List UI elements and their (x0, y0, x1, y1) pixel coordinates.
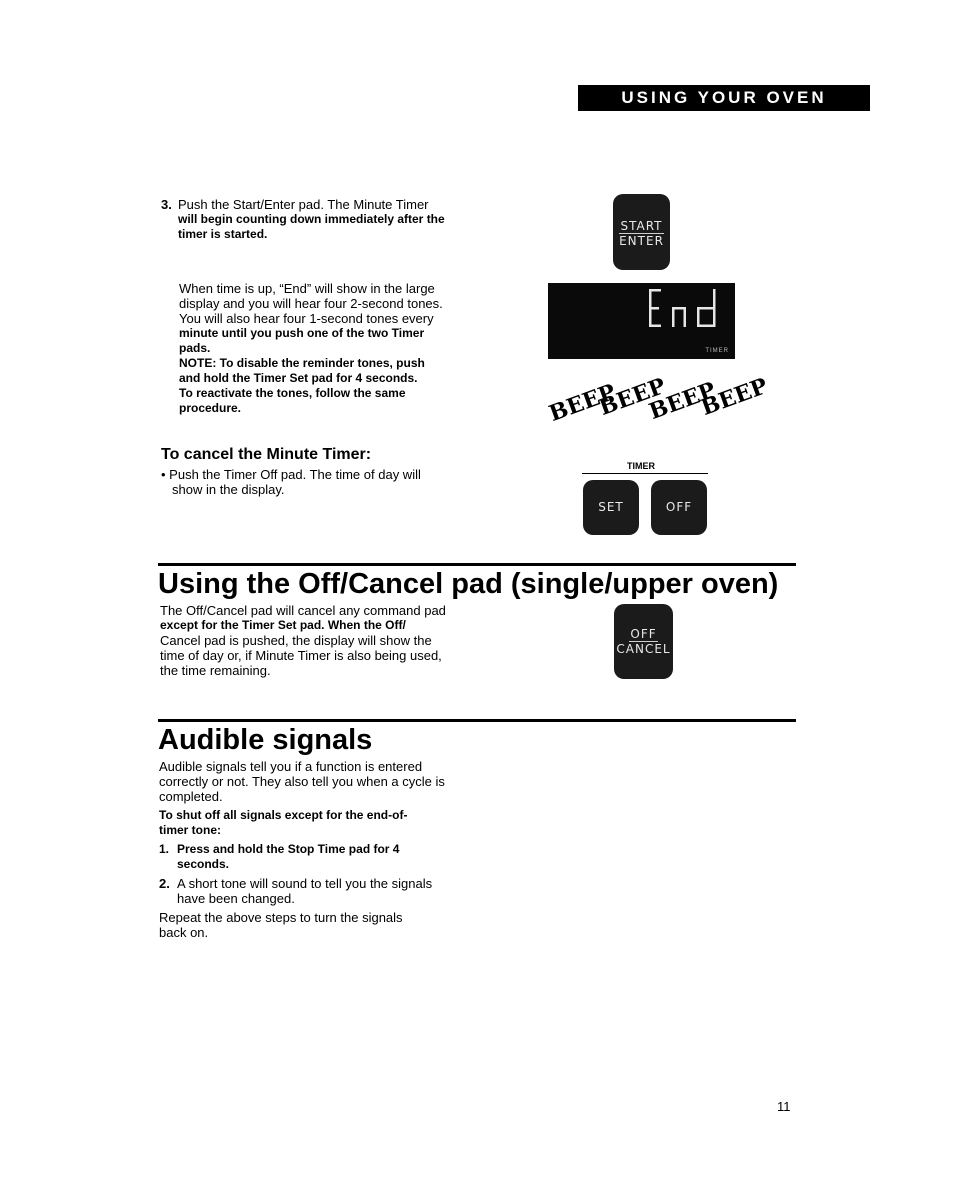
note-line (179, 356, 479, 371)
off-cancel-line: time of day or, if Minute Timer is also being used, (160, 648, 442, 663)
step-number: 1. (159, 842, 170, 856)
repeat-line2: back on. (159, 925, 209, 940)
time-up-line: pads. (179, 341, 211, 355)
timer-off-pad[interactable] (651, 480, 707, 535)
audible-signals-heading: Audible signals (158, 724, 373, 756)
audible-intro-line: completed. (159, 789, 223, 804)
section-divider (158, 563, 796, 566)
cancel-timer-heading: To cancel the Minute Timer: (161, 446, 372, 463)
time-up-line: minute until you push one of the two Timer (179, 326, 425, 340)
step-2-line2: have been changed. (177, 891, 295, 906)
off-cancel-line: the time remaining. (160, 663, 271, 678)
step-number: 3. (161, 197, 172, 212)
section-title: USING YOUR OVEN (621, 88, 827, 107)
start-label: START (620, 219, 663, 233)
display-sublabel: TIMER (705, 348, 729, 354)
section-header-bar (578, 85, 870, 111)
step-1-line1: Press and hold the Stop Time pad for 4 (177, 842, 400, 856)
time-up-line: You will also hear four 1-second tones every (179, 311, 434, 326)
section-divider (158, 719, 796, 722)
step-3-line3: timer is started. (178, 227, 268, 241)
note-label: NOTE: (179, 356, 217, 370)
audible-signals-body (159, 759, 479, 940)
cancel-timer-bullet (161, 467, 471, 497)
bullet-line2: show in the display. (172, 482, 285, 497)
note-line: and hold the Timer Set pad for 4 seconds. (179, 371, 418, 385)
set-label: SET (598, 500, 624, 514)
beep-4: BEEP (697, 373, 772, 421)
step-2-line1: A short tone will sound to tell you the signals (177, 876, 433, 891)
step-1-line2: seconds. (177, 857, 230, 871)
step-3-line1: Push the Start/Enter pad. The Minute Timer (178, 197, 429, 212)
off-cancel-label-2: CANCEL (616, 642, 671, 656)
step-3-line2: will begin counting down immediately after the (178, 212, 445, 226)
off-cancel-label-1: OFF (630, 627, 657, 641)
beep-3: BEEP (645, 377, 720, 425)
beep-2: BEEP (595, 373, 670, 421)
large-display (548, 283, 735, 359)
step-3 (161, 197, 481, 242)
off-cancel-paragraph (160, 603, 480, 678)
note-line: procedure. (179, 401, 242, 415)
audible-step-1 (159, 842, 479, 857)
audible-subhead-line2: timer tone: (159, 823, 222, 837)
timer-label: TIMER (627, 461, 655, 471)
step-number: 2. (159, 876, 170, 891)
note-first: To disable the reminder tones, push (216, 356, 425, 370)
off-cancel-line: Cancel pad is pushed, the display will show the (160, 633, 432, 648)
time-up-line: When time is up, “End” will show in the large (179, 281, 435, 296)
page-number: 11 (777, 1099, 791, 1114)
time-up-line: display and you will hear four 2-second tones. (179, 296, 443, 311)
off-cancel-heading: Using the Off/Cancel pad (single/upper oven) (158, 568, 779, 600)
beep-sounds (545, 373, 778, 428)
audible-intro-line: Audible signals tell you if a function is entered (159, 759, 423, 774)
timer-label-rule (582, 473, 708, 474)
off-label: OFF (665, 500, 693, 514)
beep-1: BEEP (545, 379, 620, 427)
off-cancel-line: except for the Timer Set pad. When the Off/ (160, 618, 406, 632)
audible-intro-line: correctly or not. They also tell you when a cycle is (159, 774, 445, 789)
enter-label: ENTER (619, 234, 664, 248)
bullet-line1: • Push the Timer Off pad. The time of day will (161, 467, 421, 482)
off-cancel-line: The Off/Cancel pad will cancel any command pad (160, 603, 446, 618)
off-cancel-pad[interactable] (614, 604, 673, 679)
note-line: To reactivate the tones, follow the same (179, 386, 406, 400)
timer-set-pad[interactable] (583, 480, 639, 535)
time-up-paragraph (179, 281, 479, 416)
audible-subhead-line1: To shut off all signals except for the end-of- (159, 808, 408, 822)
start-enter-pad[interactable] (613, 194, 670, 270)
repeat-line1: Repeat the above steps to turn the signals (159, 910, 403, 925)
